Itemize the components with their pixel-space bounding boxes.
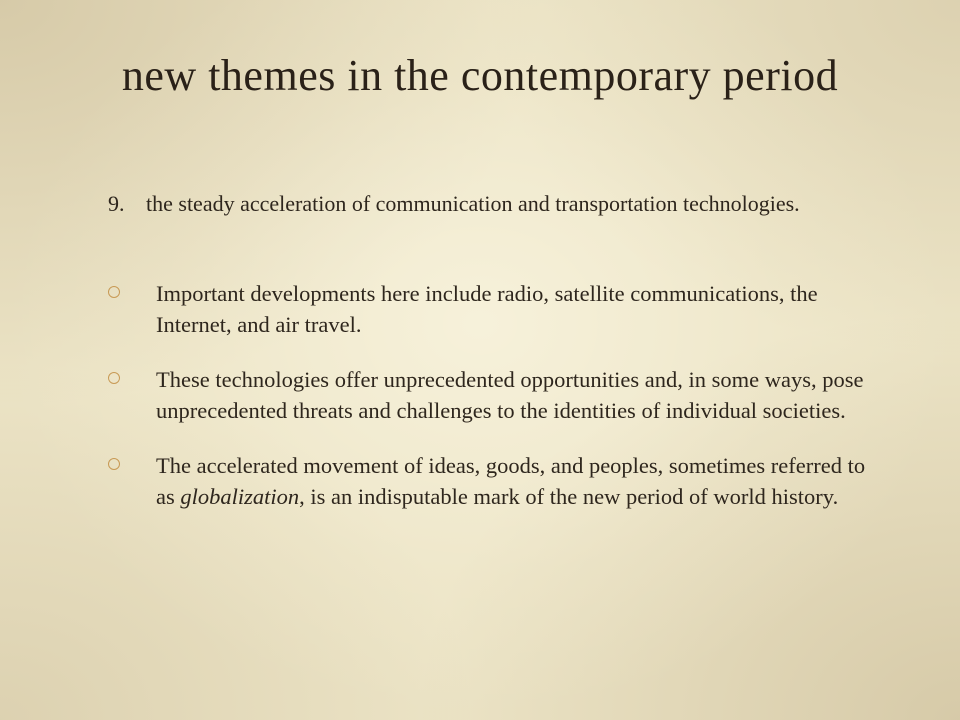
bullet-item — [108, 364, 868, 426]
bullet-text-after: , is an indisputable mark of the new period of world history. — [299, 484, 839, 509]
intro-text: the steady acceleration of communication and transportation technologies. — [146, 191, 800, 216]
bullet-text: Important developments here include radio, satellite communications, the Internet, and air travel. — [156, 281, 818, 337]
slide-title: new themes in the contemporary period — [121, 51, 839, 100]
bullet-text: These technologies offer unprecedented opportunities and, in some ways, pose unprecedented threats and challenges to the identities of individual societies. — [156, 367, 864, 423]
bullet-list — [108, 278, 868, 536]
bullet-text-before: The accelerated movement of ideas, goods, and peoples, sometimes referred to as — [156, 453, 866, 509]
hollow-circle-icon — [108, 286, 120, 298]
intro-point — [108, 187, 828, 221]
hollow-circle-icon — [108, 458, 120, 470]
hollow-circle-icon — [108, 372, 120, 384]
bullet-emphasis: globalization — [180, 484, 300, 509]
intro-number: 9. — [108, 191, 125, 216]
bullet-item — [108, 450, 868, 512]
bullet-item — [108, 278, 868, 340]
